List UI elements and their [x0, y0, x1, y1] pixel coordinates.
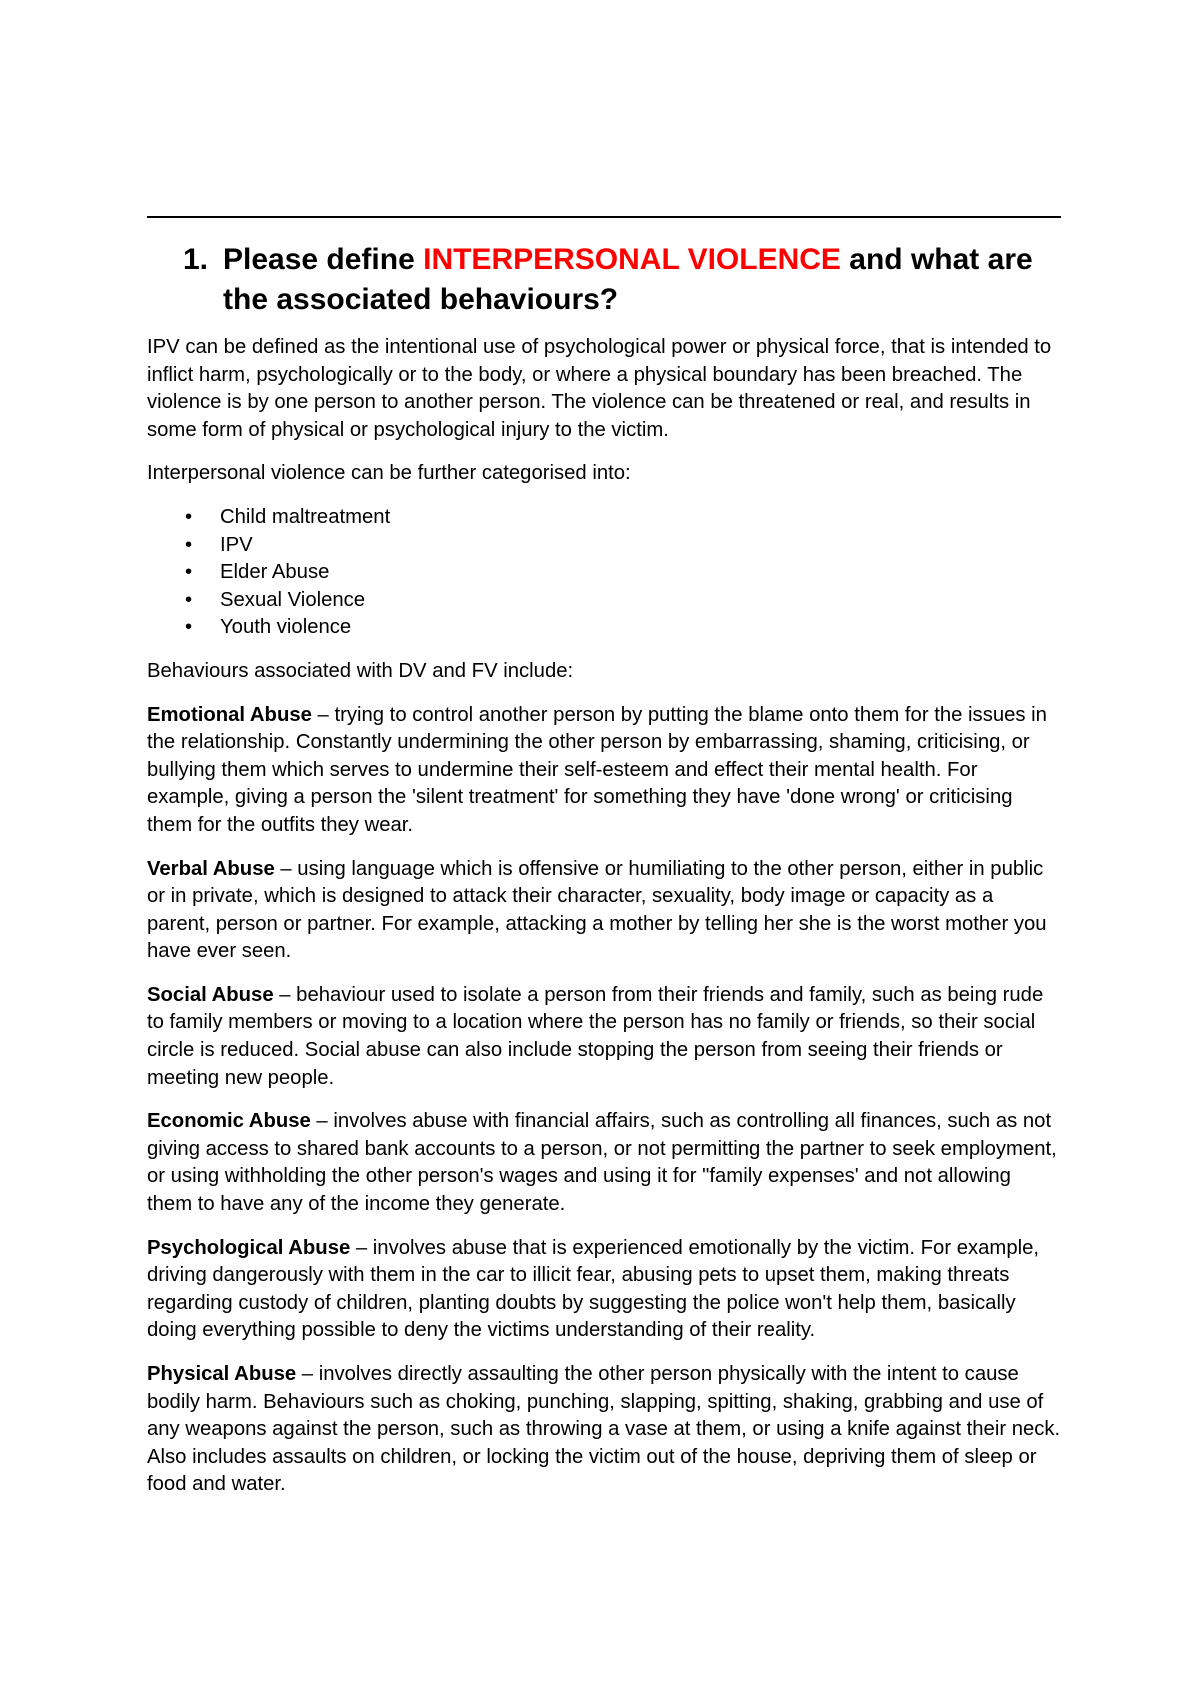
list-item	[147, 532, 1061, 560]
question-text	[223, 240, 1061, 320]
behaviour-verbal-abuse	[147, 856, 1061, 966]
behaviour-description: – behaviour used to isolate a person from their friends and family, such as being rude to family members or moving to a location where the person has no family or friends, so their social circle is reduced. Social abuse can also include stopping the person from seeing their friends or meeting new people.	[147, 983, 1044, 1089]
behaviour-term: Psychological Abuse	[147, 1236, 351, 1259]
list-item-label: Elder Abuse	[220, 561, 330, 584]
question-highlight: INTERPERSONAL VIOLENCE	[423, 243, 841, 276]
intro-paragraph: IPV can be defined as the intentional use of psychological power or physical force, that is intended to inflict harm, psychologically or to the body, or where a physical boundary has been breached. The violence is by one person to another person. The violence can be threatened or real, and results in some form of physical or psychological injury to the victim.	[147, 336, 1052, 441]
behaviour-term: Verbal Abuse	[147, 857, 275, 880]
behaviour-term: Economic Abuse	[147, 1110, 311, 1133]
list-item	[147, 559, 1061, 587]
bullet-icon: •	[185, 561, 193, 584]
list-item-label: IPV	[220, 533, 253, 556]
list-item-label: Sexual Violence	[220, 588, 366, 611]
question-number: 1.	[183, 243, 209, 276]
categorised-intro: Interpersonal violence can be further categorised into:	[147, 462, 631, 485]
question-text-before: Please define	[223, 243, 424, 276]
behaviour-social-abuse	[147, 982, 1061, 1092]
question-text-after: and what are the associated behaviours?	[223, 243, 1033, 316]
behaviour-psychological-abuse	[147, 1235, 1061, 1345]
bullet-icon: •	[185, 533, 193, 556]
bullet-icon: •	[185, 505, 193, 528]
document-page	[147, 216, 1061, 1515]
list-item	[147, 504, 1061, 532]
behaviour-term: Emotional Abuse	[147, 703, 312, 726]
question-heading	[147, 240, 1061, 320]
bullet-icon: •	[185, 588, 193, 611]
behaviour-description: – involves abuse that is experienced emotionally by the victim. For example, driving dangerously with them in the car to illicit fear, abusing pets to upset them, making threats regarding custody of children, planting doubts by suggesting the police won't help them, basically doing everything possible to deny the victims understanding of their reality.	[147, 1236, 1040, 1342]
horizontal-rule	[147, 216, 1061, 218]
list-item-label: Child maltreatment	[220, 505, 391, 528]
behaviour-term: Social Abuse	[147, 983, 274, 1006]
category-list	[147, 504, 1061, 642]
behaviour-physical-abuse	[147, 1361, 1061, 1499]
bullet-icon: •	[185, 616, 193, 639]
behaviour-emotional-abuse	[147, 702, 1061, 840]
list-item-label: Youth violence	[220, 616, 352, 639]
behaviour-description: – involves directly assaulting the other person physically with the intent to cause bodily harm. Behaviours such as choking, punching, slapping, spitting, shaking, grabbing and use of any weapons against the person, such as throwing a vase at them, or using a knife against their neck. Also includes assaults on children, or locking the victim out of the house, depriving them of sleep or food and water.	[147, 1363, 1061, 1496]
behaviour-description: – trying to control another person by putting the blame onto them for the issues in the relationship. Constantly undermining the other person by embarrassing, shaming, criticising, or bullying them which serves to undermine their self-esteem and effect their mental health. For example, giving a person the 'silent treatment' for something they have 'done wrong' or criticising them for the outfits they wear.	[147, 703, 1047, 836]
behaviours-intro: Behaviours associated with DV and FV include:	[147, 659, 574, 682]
list-item	[147, 614, 1061, 642]
behaviour-economic-abuse	[147, 1108, 1061, 1218]
behaviour-description: – involves abuse with financial affairs, such as controlling all finances, such as not giving access to shared bank accounts to a person, or not permitting the partner to seek employment, or using withholding the other person's wages and using it for "family expenses' and not allowing them to have any of the income they generate.	[147, 1110, 1057, 1216]
behaviour-term: Physical Abuse	[147, 1363, 297, 1385]
list-item	[147, 587, 1061, 615]
behaviour-description: – using language which is offensive or humiliating to the other person, either in public or in private, which is designed to attack their character, sexuality, body image or capacity as a parent, person or partner. For example, attacking a mother by telling her she is the worst mother you have ever seen.	[147, 857, 1047, 963]
